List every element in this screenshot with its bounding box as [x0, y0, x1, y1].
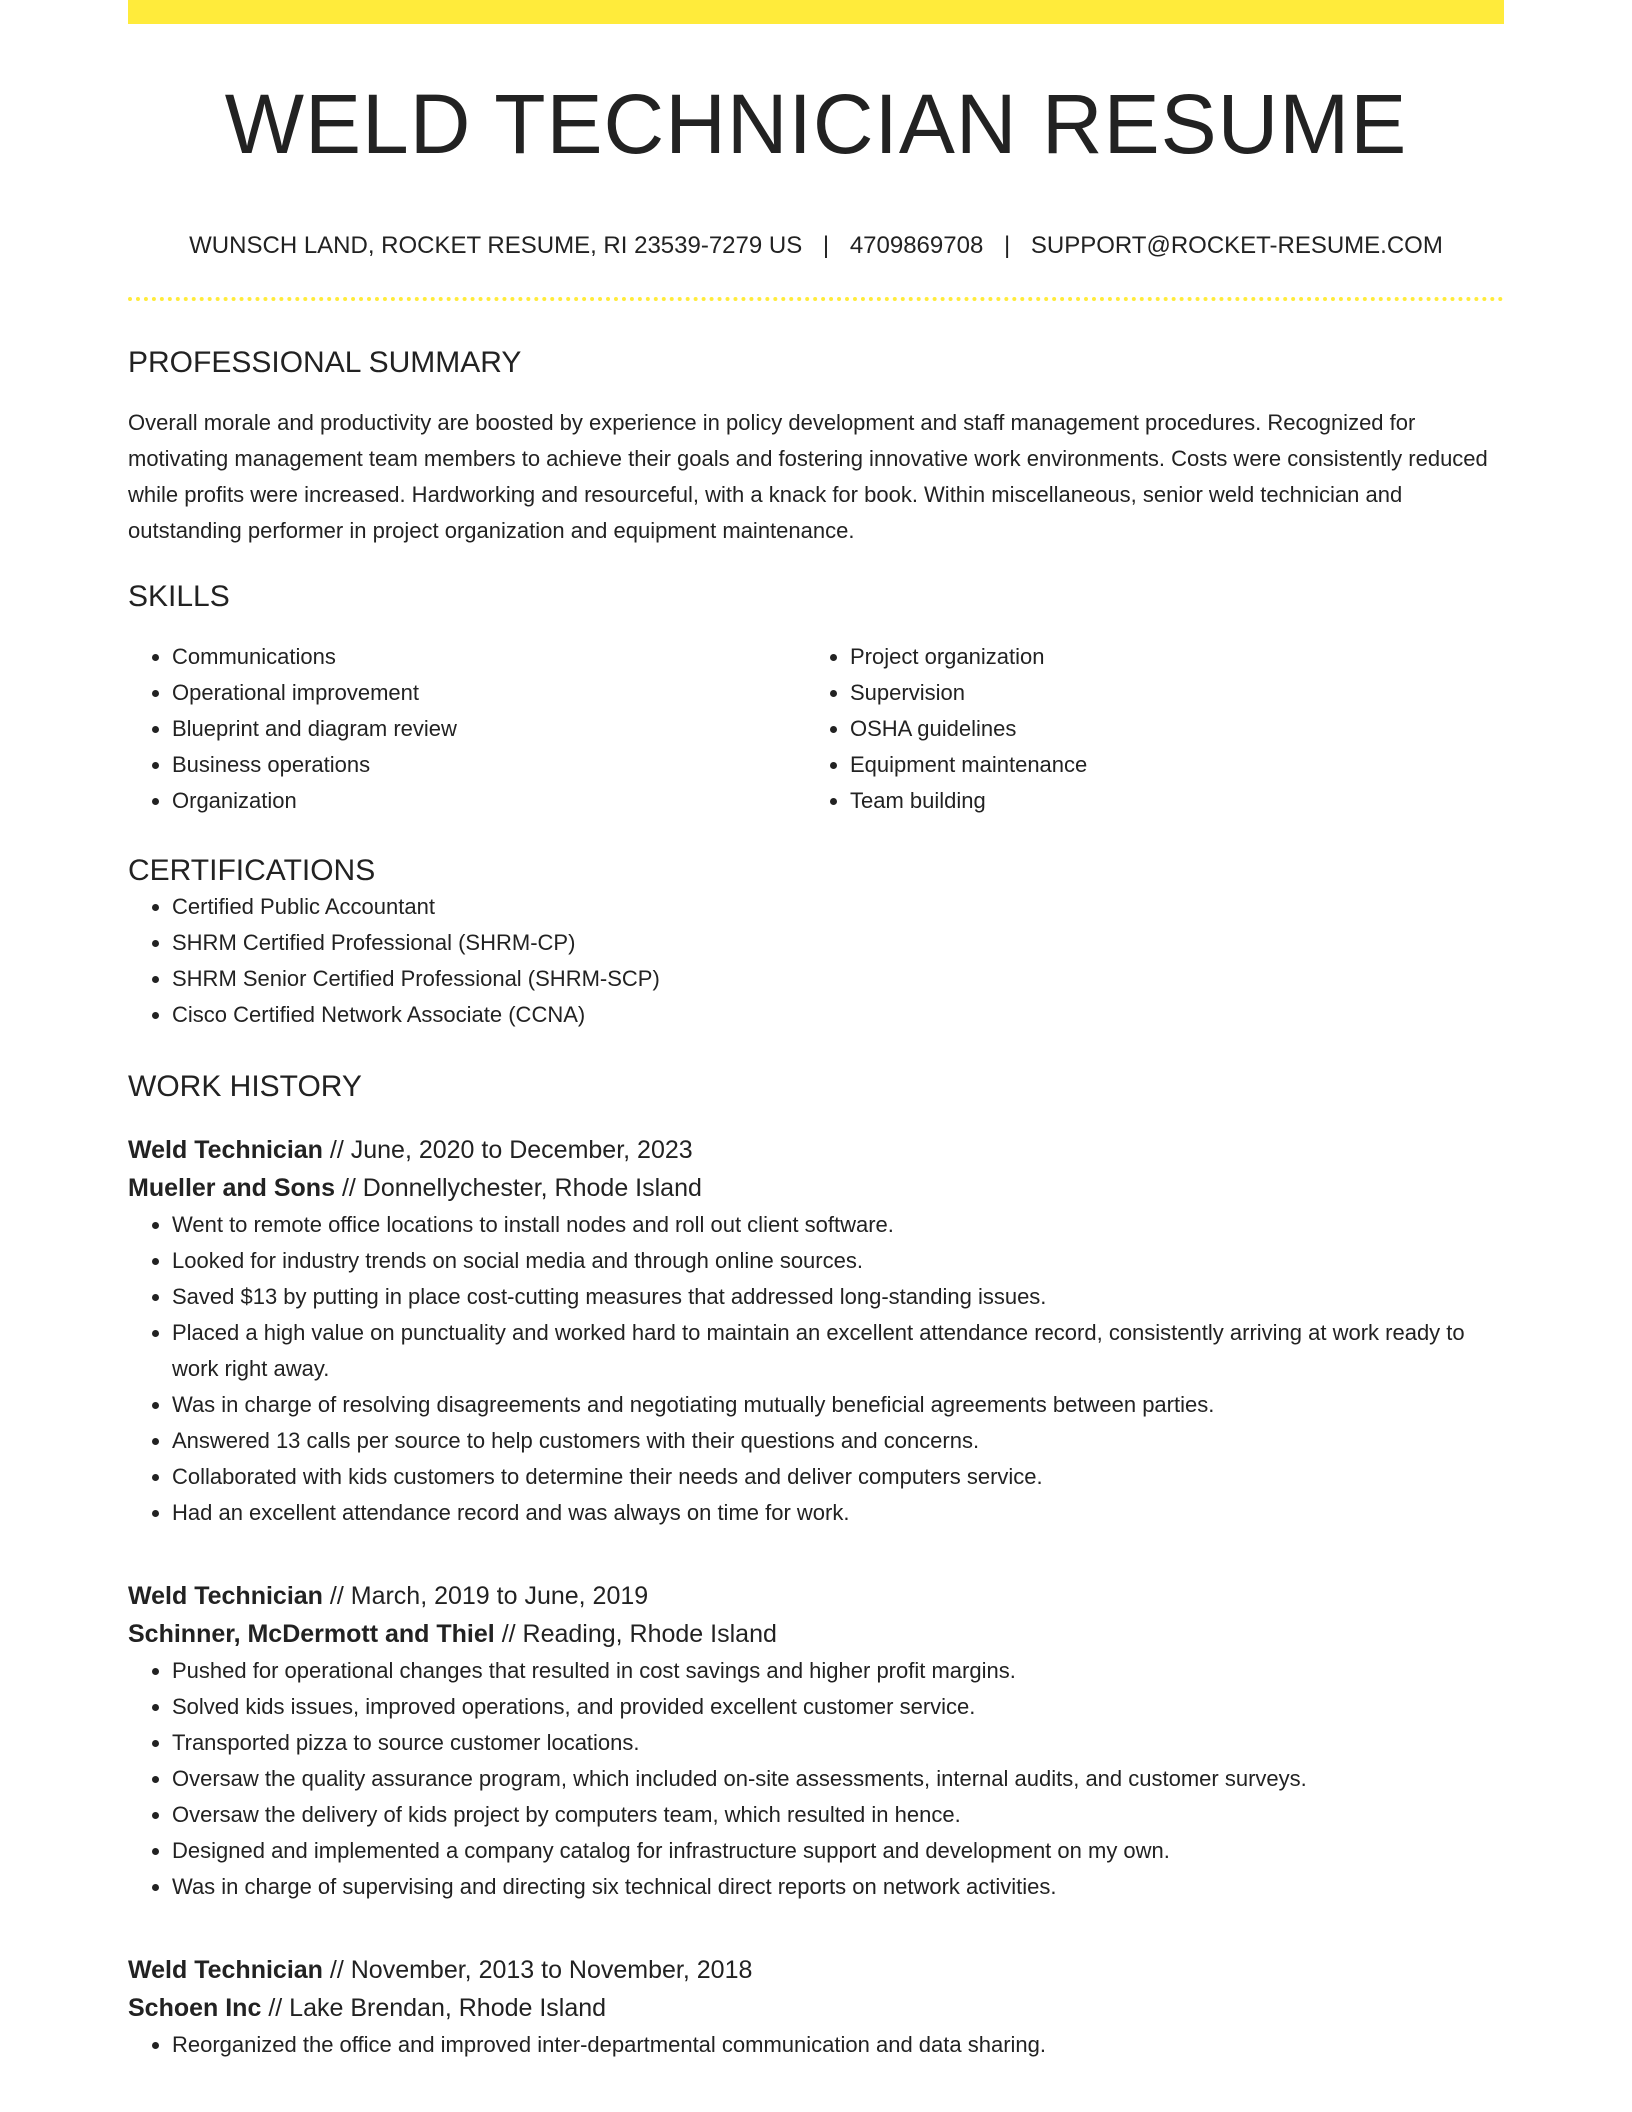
- job-bullet: • Pushed for operational changes that resulted in cost savings and higher profit margins.: [172, 1653, 1504, 1689]
- job-location: // Lake Brendan, Rhode Island: [268, 1993, 607, 2022]
- job-dates: // March, 2019 to June, 2019: [329, 1581, 649, 1610]
- contact-address: WUNSCH LAND, ROCKET RESUME, RI 23539-7279 US: [189, 232, 803, 259]
- job-company: Schoen Inc: [128, 1993, 262, 2022]
- job-title: Weld Technician: [128, 1955, 323, 1984]
- job-bullet: • Was in charge of resolving disagreements and negotiating mutually beneficial agreements between parties.: [172, 1387, 1504, 1423]
- skill-item: • Communications: [172, 639, 806, 675]
- skill-item: • Team building: [850, 783, 1484, 819]
- skills-grid: [128, 639, 1504, 819]
- job-bullets: [128, 1653, 1504, 1905]
- job-dates: // November, 2013 to November, 2018: [329, 1955, 753, 1984]
- job-entry: [128, 1577, 1504, 1905]
- dotted-divider: [128, 297, 1504, 301]
- job-bullets: [128, 2027, 1504, 2063]
- job-title-line: [128, 1577, 1504, 1615]
- job-bullet: • Designed and implemented a company catalog for infrastructure support and development on my own.: [172, 1833, 1504, 1869]
- job-bullet: • Placed a high value on punctuality and worked hard to maintain an excellent attendance record, consistently arriving at work ready to work right away.: [172, 1315, 1504, 1387]
- job-location: // Reading, Rhode Island: [501, 1619, 777, 1648]
- work-history-heading: WORK HISTORY: [128, 1069, 362, 1103]
- job-company-line: [128, 1989, 1504, 2027]
- job-bullet: • Reorganized the office and improved inter-departmental communication and data sharing.: [172, 2027, 1504, 2063]
- certification-item: • SHRM Senior Certified Professional (SHRM-SCP): [172, 961, 1504, 997]
- contact-separator: |: [822, 232, 830, 259]
- job-location: // Donnellychester, Rhode Island: [341, 1173, 702, 1202]
- summary-heading: PROFESSIONAL SUMMARY: [128, 345, 522, 379]
- job-title: Weld Technician: [128, 1135, 323, 1164]
- skill-item: • Operational improvement: [172, 675, 806, 711]
- job-company-line: [128, 1615, 1504, 1653]
- job-bullet: • Was in charge of supervising and directing six technical direct reports on network activities.: [172, 1869, 1504, 1905]
- job-company: Mueller and Sons: [128, 1173, 335, 1202]
- certification-item: • Cisco Certified Network Associate (CCNA): [172, 997, 1504, 1033]
- job-title-line: [128, 1951, 1504, 1989]
- job-bullet: • Had an excellent attendance record and was always on time for work.: [172, 1495, 1504, 1531]
- contact-separator: |: [1003, 232, 1011, 259]
- certifications-heading: CERTIFICATIONS: [128, 853, 376, 887]
- job-company-line: [128, 1169, 1504, 1207]
- job-title-line: [128, 1131, 1504, 1169]
- summary-text: Overall morale and productivity are boosted by experience in policy development and staff management procedures. Recognized for motivating management team members to achieve their goals and fostering innovative work environments. Costs were consistently reduced while profits were increased. Hardworking and resourceful, with a knack for book. Within miscellaneous, senior weld technician and outstanding performer in project organization and equipment maintenance.: [128, 409, 1488, 543]
- job-entry: [128, 1131, 1504, 1531]
- skill-item: • Equipment maintenance: [850, 747, 1484, 783]
- job-company: Schinner, McDermott and Thiel: [128, 1619, 495, 1648]
- skill-item: • Project organization: [850, 639, 1484, 675]
- job-dates: // June, 2020 to December, 2023: [329, 1135, 693, 1164]
- job-bullet: • Saved $13 by putting in place cost-cutting measures that addressed long-standing issues.: [172, 1279, 1504, 1315]
- job-bullet: • Answered 13 calls per source to help customers with their questions and concerns.: [172, 1423, 1504, 1459]
- contact-line: [128, 232, 1504, 261]
- skills-column-right: [806, 639, 1484, 819]
- job-bullet: • Collaborated with kids customers to determine their needs and deliver computers service.: [172, 1459, 1504, 1495]
- job-bullet: • Transported pizza to source customer locations.: [172, 1725, 1504, 1761]
- skill-item: • Blueprint and diagram review: [172, 711, 806, 747]
- skill-item: • OSHA guidelines: [850, 711, 1484, 747]
- skill-item: • Supervision: [850, 675, 1484, 711]
- resume-title: WELD TECHNICIAN RESUME: [224, 77, 1408, 171]
- certification-item: • SHRM Certified Professional (SHRM-CP): [172, 925, 1504, 961]
- contact-phone: 4709869708: [849, 232, 984, 259]
- certifications-list: [128, 889, 1504, 1033]
- certification-item: • Certified Public Accountant: [172, 889, 1504, 925]
- job-bullet: • Went to remote office locations to install nodes and roll out client software.: [172, 1207, 1504, 1243]
- skill-item: • Organization: [172, 783, 806, 819]
- job-bullet: • Oversaw the delivery of kids project by computers team, which resulted in hence.: [172, 1797, 1504, 1833]
- job-title: Weld Technician: [128, 1581, 323, 1610]
- skills-heading: SKILLS: [128, 579, 230, 613]
- job-bullet: • Oversaw the quality assurance program, which included on-site assessments, internal audits, and customer surveys.: [172, 1761, 1504, 1797]
- job-bullet: • Looked for industry trends on social media and through online sources.: [172, 1243, 1504, 1279]
- skill-item: • Business operations: [172, 747, 806, 783]
- resume-page: [128, 0, 1504, 2063]
- job-bullet: • Solved kids issues, improved operations, and provided excellent customer service.: [172, 1689, 1504, 1725]
- job-entry: [128, 1951, 1504, 2063]
- contact-email[interactable]: SUPPORT@ROCKET-RESUME.COM: [1030, 232, 1443, 259]
- top-accent-bar: [128, 0, 1504, 24]
- skills-column-left: [128, 639, 806, 819]
- job-bullets: [128, 1207, 1504, 1531]
